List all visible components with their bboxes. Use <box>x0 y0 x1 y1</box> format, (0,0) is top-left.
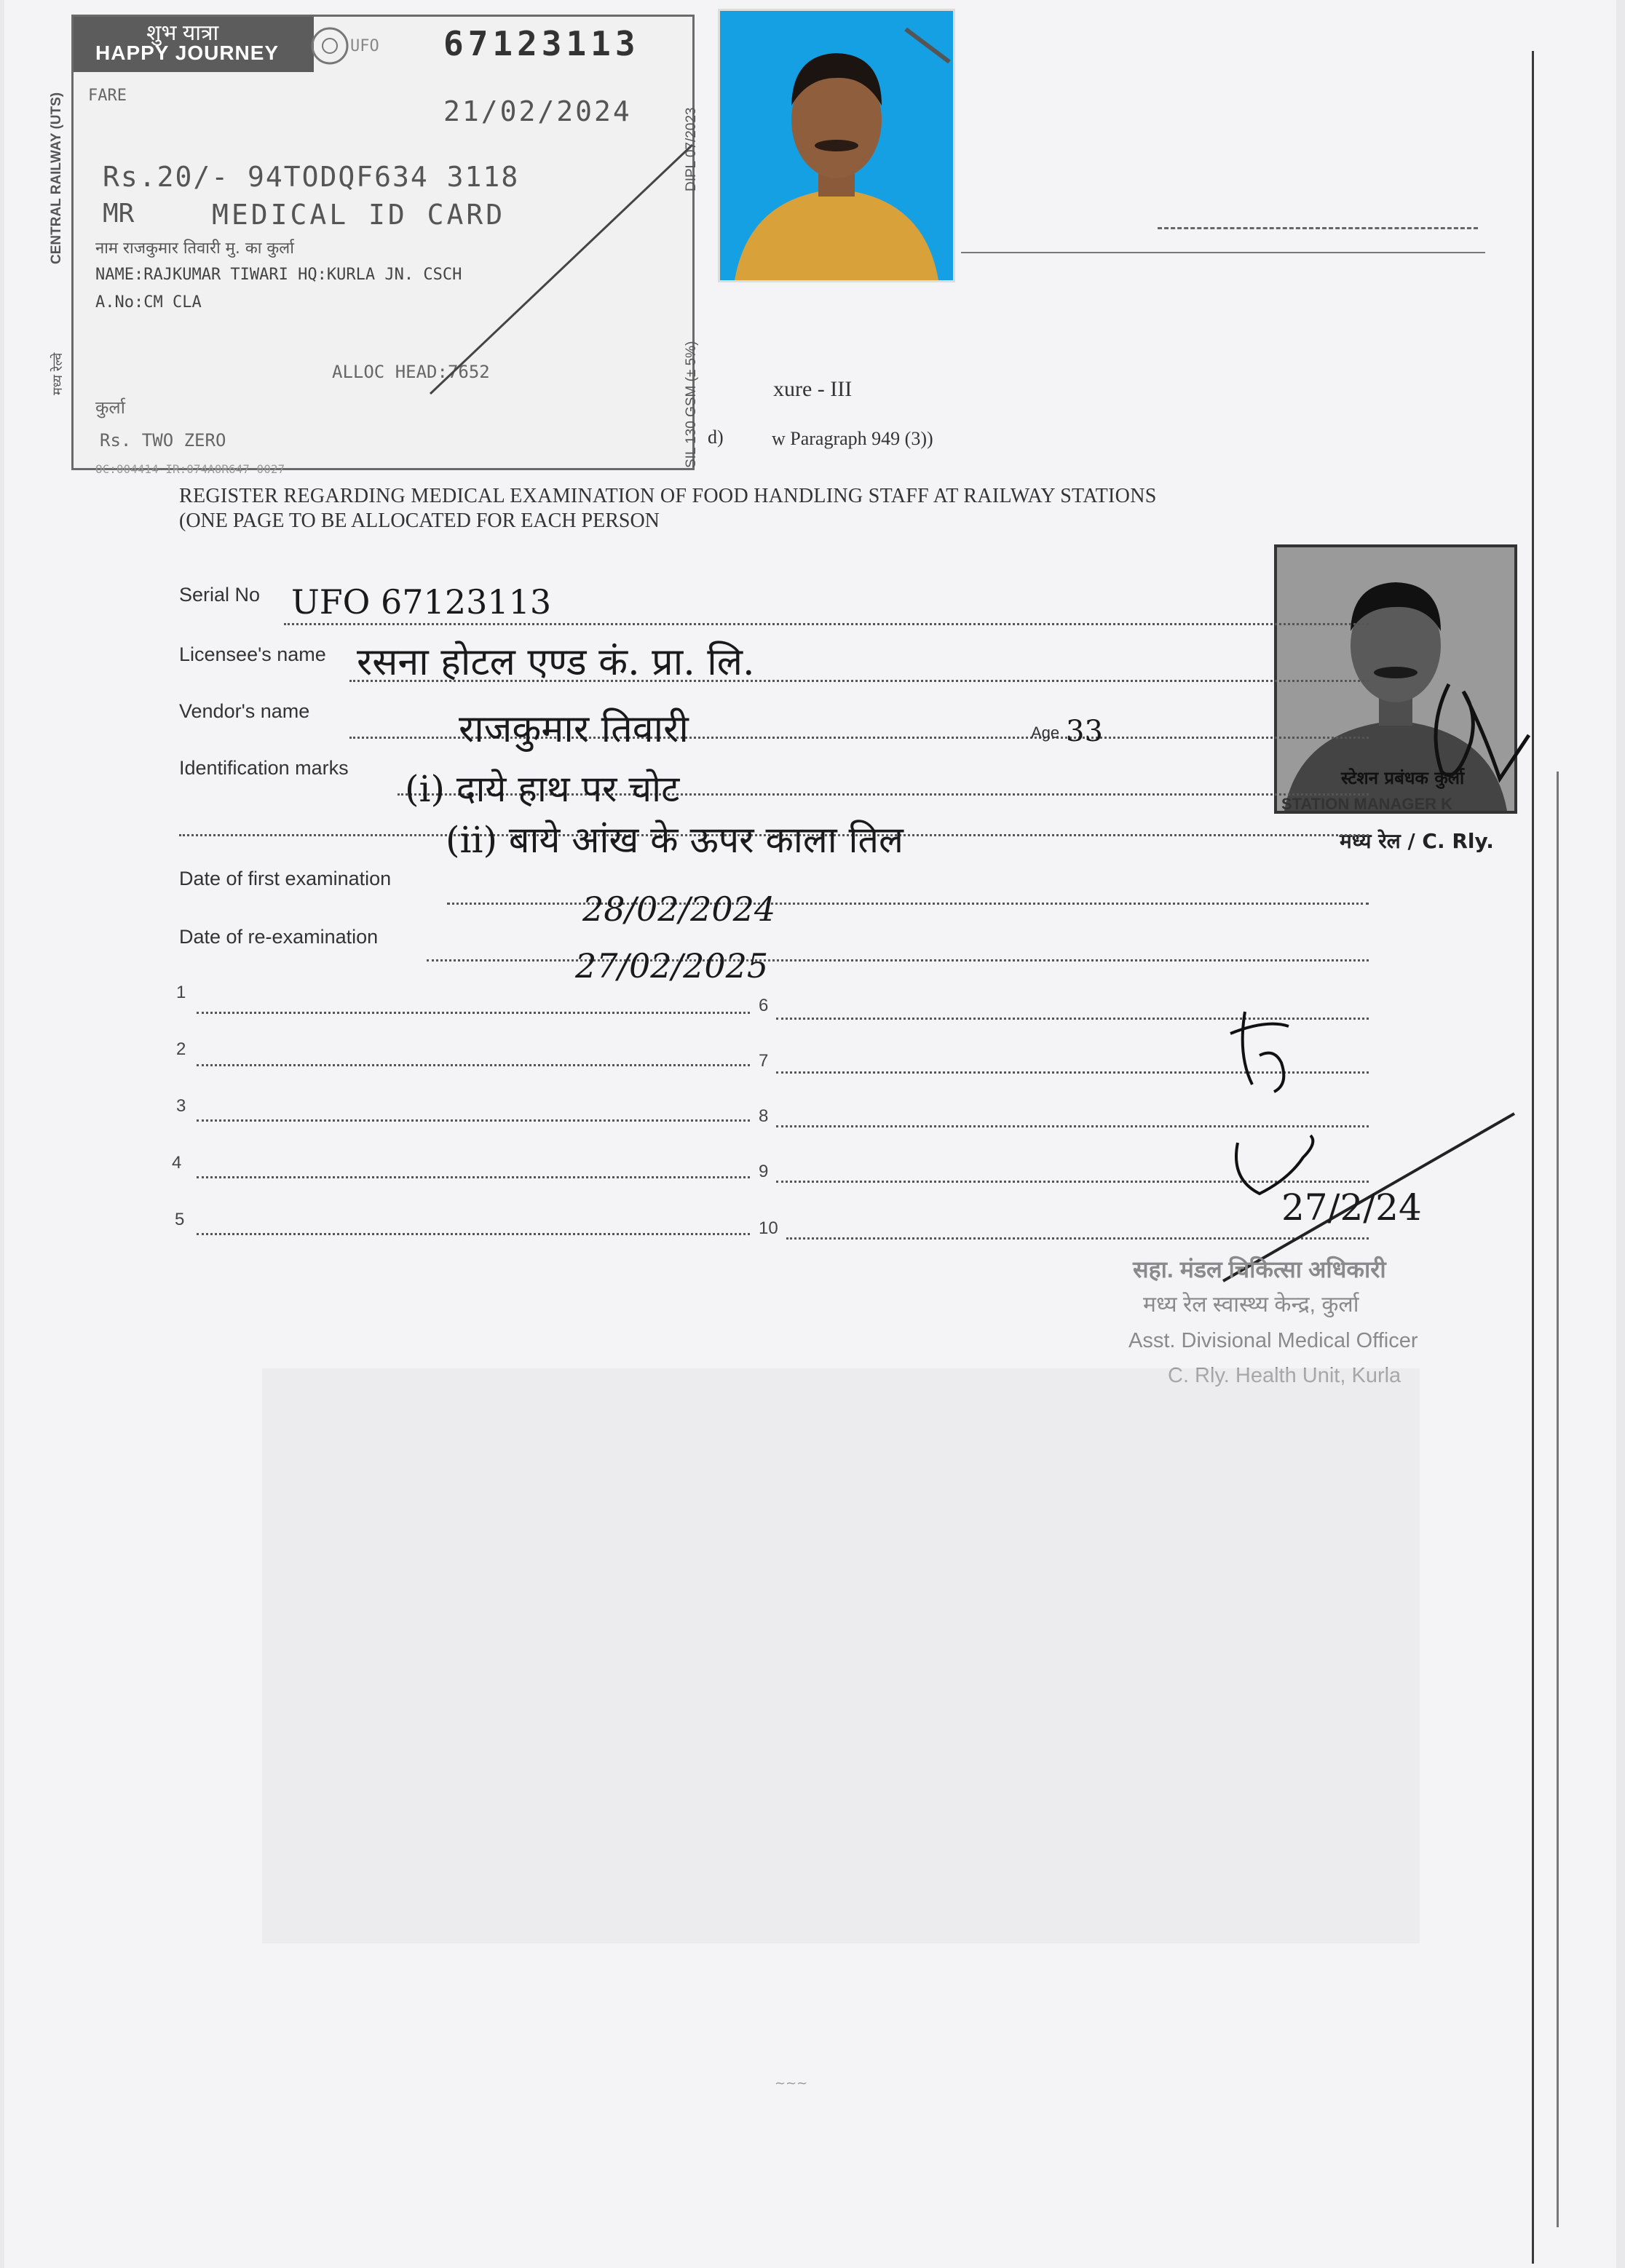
color-photo <box>718 9 955 282</box>
row-num-1: 1 <box>176 983 186 1002</box>
ident-mark-2: (ii) बाये आंख के ऊपर काला तिल <box>446 819 904 861</box>
first-exam-value: 28/02/2024 <box>582 889 776 929</box>
rs-line: Rs. TWO ZERO <box>100 430 226 451</box>
page-mark: ~~~ <box>775 2076 808 2091</box>
alloc-head: ALLOC HEAD:7652 <box>332 362 490 382</box>
officer-stamp-en-2: C. Rly. Health Unit, Kurla <box>1168 1364 1401 1387</box>
age-value: 33 <box>1066 715 1103 748</box>
first-exam-label: Date of first examination <box>179 868 392 889</box>
row-num-10: 10 <box>759 1218 778 1238</box>
serial-value: UFO 67123113 <box>291 582 552 622</box>
medical-id-ticket <box>49 15 699 476</box>
row-num-2: 2 <box>176 1039 186 1059</box>
side-dipl-label: DIPL 07/2023 <box>684 107 699 191</box>
ticket-cancel-stroke <box>423 140 700 403</box>
row-num-3: 3 <box>176 1096 186 1116</box>
hindi-greeting: शुभ यात्रा <box>146 21 219 45</box>
serial-line <box>284 623 1369 625</box>
row-line-3 <box>197 1119 750 1122</box>
row-num-5: 5 <box>175 1210 185 1229</box>
officer-stamp-hindi-2: मध्य रेल स्वास्थ्य केन्द्र, कुर्ला <box>1143 1293 1359 1317</box>
vendor-label: Vendor's name <box>179 700 310 722</box>
faint-line-1 <box>1158 227 1478 229</box>
age-label: Age <box>1031 723 1060 742</box>
photo-pin-mark <box>902 25 953 69</box>
row-num-4: 4 <box>172 1153 182 1173</box>
row-line-1 <box>197 1012 750 1014</box>
happy-journey-banner <box>74 17 314 72</box>
fare-line: FARE <box>88 87 127 105</box>
row-num-6: 6 <box>759 996 769 1015</box>
railway-emblem-icon <box>308 21 352 72</box>
row-line-2 <box>197 1064 750 1066</box>
signature-date: 27/2/24 <box>1281 1186 1422 1229</box>
row-line-5 <box>197 1233 750 1235</box>
officer-stamp-en-1: Asst. Divisional Medical Officer <box>1128 1329 1418 1352</box>
row-num-7: 7 <box>759 1051 769 1071</box>
officer-stamp-hindi-1: सहा. मंडल चिकित्सा अधिकारी <box>1133 1256 1386 1282</box>
ident-label: Identification marks <box>179 757 349 779</box>
medical-id-title: MEDICAL ID CARD <box>212 199 506 231</box>
photo-stamp-en: STATION MANAGER K <box>1281 795 1453 813</box>
row-num-9: 9 <box>759 1162 769 1181</box>
row-num-8: 8 <box>759 1106 769 1126</box>
faint-line-2 <box>961 252 1485 253</box>
reexam-label: Date of re-examination <box>179 926 379 948</box>
officer-signature <box>1209 990 1529 1296</box>
side-paper-label: SIL 130 GSM (± 5%) <box>684 341 699 468</box>
happy-journey-text: HAPPY JOURNEY <box>95 41 280 64</box>
ticket-date: 21/02/2024 <box>443 95 632 127</box>
right-edge-line <box>1532 51 1534 2264</box>
ticket-prefix: UFO <box>350 37 379 55</box>
row-line-4 <box>197 1176 750 1178</box>
vendor-value: राजकुमार तिवारी <box>459 707 689 751</box>
bottom-code: OC:004414 IR:074A0R647 0027 <box>95 462 285 476</box>
side-hindi-label: मध्य रेल्वे <box>50 352 65 395</box>
auth-line: A.No:CM CLA <box>95 293 202 312</box>
paragraph-ref: w Paragraph 949 (3)) <box>772 428 933 449</box>
annexure-label: xure - III <box>773 377 853 401</box>
para-d: d) <box>708 427 724 448</box>
reexam-value: 27/02/2025 <box>575 946 769 986</box>
licensee-value: रसना होटल एण्ड कं. प्रा. लि. <box>357 641 755 684</box>
mr-line: MR <box>103 199 135 229</box>
ident-mark-1: (i) दाये हाथ पर चोट <box>405 768 680 810</box>
side-railway-label: CENTRAL RAILWAY (UTS) <box>49 92 64 264</box>
faint-ghost-area <box>262 1368 1420 1943</box>
photo-stamp-hindi: स्टेशन प्रबंधक कुर्ला <box>1341 768 1465 788</box>
right-edge-line-2 <box>1557 772 1559 2227</box>
ticket-number: 67123113 <box>443 24 640 63</box>
hindi-small: कुर्ला <box>95 397 125 418</box>
serial-label: Serial No <box>179 584 261 606</box>
name-line: NAME:RAJKUMAR TIWARI HQ:KURLA JN. CSCH <box>95 266 462 284</box>
reexam-line <box>427 959 1369 961</box>
amount-line: Rs.20/- 94TODQF634 3118 <box>103 161 520 193</box>
photo-signature <box>1420 670 1536 801</box>
register-subtitle: (ONE PAGE TO BE ALLOCATED FOR EACH PERSON <box>179 509 660 532</box>
rail-stamp: मध्य रेल / C. Rly. <box>1340 829 1494 853</box>
register-title: REGISTER REGARDING MEDICAL EXAMINATION OF FOOD HANDLING STAFF AT RAILWAY STATIONS <box>179 485 1157 507</box>
name-hindi: नाम राजकुमार तिवारी मु. का कुर्ला <box>95 239 294 258</box>
licensee-label: Licensee's name <box>179 643 326 665</box>
